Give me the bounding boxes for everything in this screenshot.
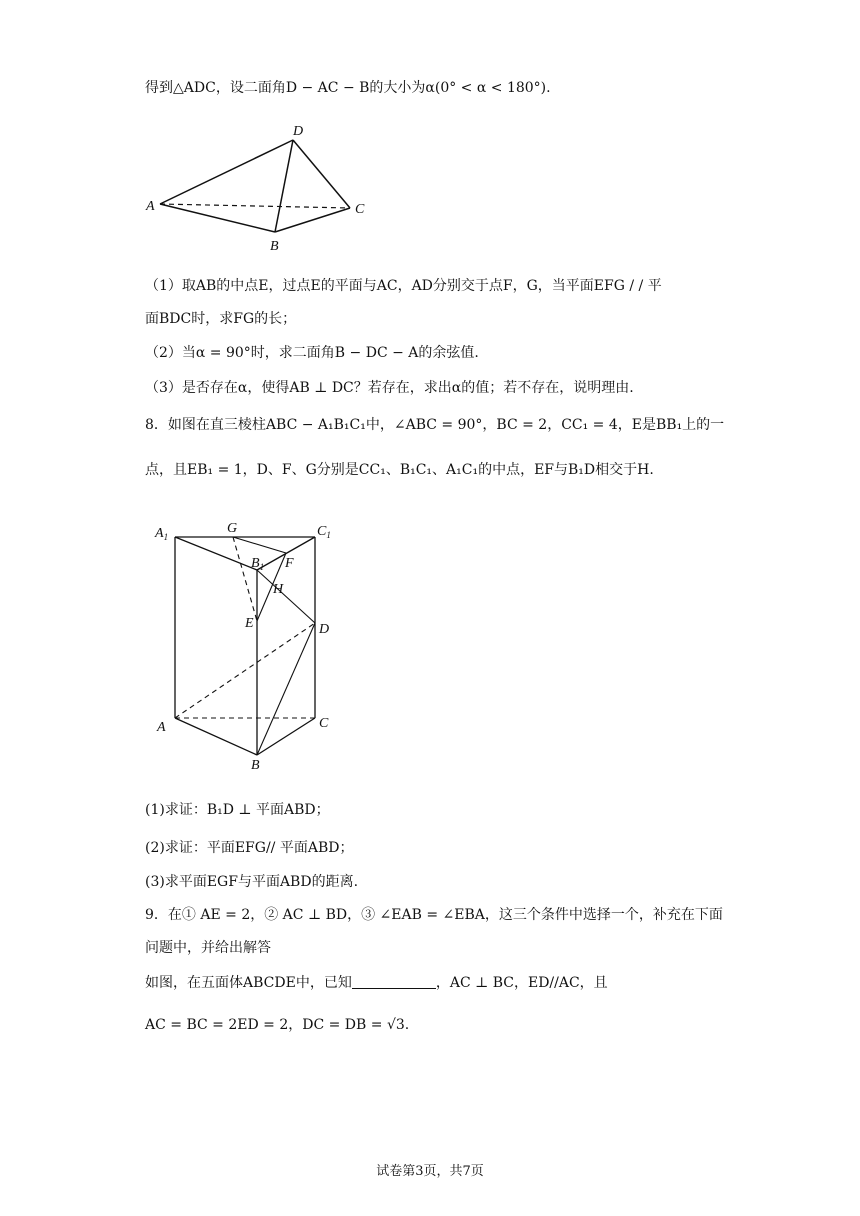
q9-line3	[145, 973, 608, 993]
page-footer: 试卷第3页，共7页	[376, 1164, 484, 1179]
label-E: E	[245, 616, 254, 631]
figure-tetrahedron	[140, 118, 380, 258]
label-D: D	[293, 124, 304, 139]
q9-line1: 9．在① AE = 2，② AC ⊥ BD，③ ∠EAB = ∠EBA，这三个条件中选择一个，补充在下面	[145, 907, 723, 923]
q7-part3: （3）是否存在α，使得AB ⊥ DC？若存在，求出α的值；若不存在，说明理由.	[145, 380, 634, 396]
q7-part1-line2: 面BDC时，求FG的长；	[145, 311, 297, 327]
label-B: B	[270, 239, 279, 254]
label-A1: $A_1$	[155, 526, 169, 542]
q9-line3-start: 如图，在五面体ABCDE中，已知	[145, 975, 352, 991]
label-D: D	[319, 622, 330, 637]
label-C: C	[355, 202, 365, 217]
label-B: B	[251, 758, 260, 773]
q9-line2: 问题中，并给出解答	[145, 940, 271, 956]
q9-line3-end: ，AC ⊥ BC，ED//AC，且	[435, 975, 608, 991]
label-A: A	[157, 720, 166, 735]
q7-part2: （2）当α = 90°时，求二面角B − DC − A的余弦值.	[145, 345, 479, 361]
q8-line1: 8．如图在直三棱柱ABC − A₁B₁C₁中，∠ABC = 90°，BC = 2，CC₁ = 4，E是BB₁上的一	[145, 417, 725, 433]
q8-part1: (1)求证：B₁D ⊥ 平面ABD；	[145, 802, 330, 818]
q8-part3: (3)求平面EGF与平面ABD的距离.	[145, 874, 359, 890]
text-line-1: 得到△ADC，设二面角D − AC − B的大小为α(0° < α < 180°).	[145, 80, 551, 96]
answer-blank[interactable]	[352, 974, 436, 989]
label-C: C	[319, 716, 329, 731]
q7-part1-line1: （1）取AB的中点E，过点E的平面与AC，AD分别交于点F，G，当平面EFG / / 平	[145, 278, 662, 294]
label-B1: $B_1$	[251, 556, 265, 572]
figure-prism	[145, 515, 355, 775]
label-C1: $C_1$	[317, 524, 331, 540]
label-F: F	[285, 556, 294, 571]
q8-part2: (2)求证：平面EFG// 平面ABD；	[145, 840, 354, 856]
label-A: A	[146, 199, 155, 214]
q8-line2: 点，且EB₁ = 1，D、F、G分别是CC₁、B₁C₁、A₁C₁的中点，EF与B₁D相交于H.	[145, 462, 654, 478]
label-G: G	[227, 521, 238, 536]
label-H: H	[273, 582, 284, 597]
q9-line4: AC = BC = 2ED = 2，DC = DB = √3.	[145, 1017, 410, 1033]
